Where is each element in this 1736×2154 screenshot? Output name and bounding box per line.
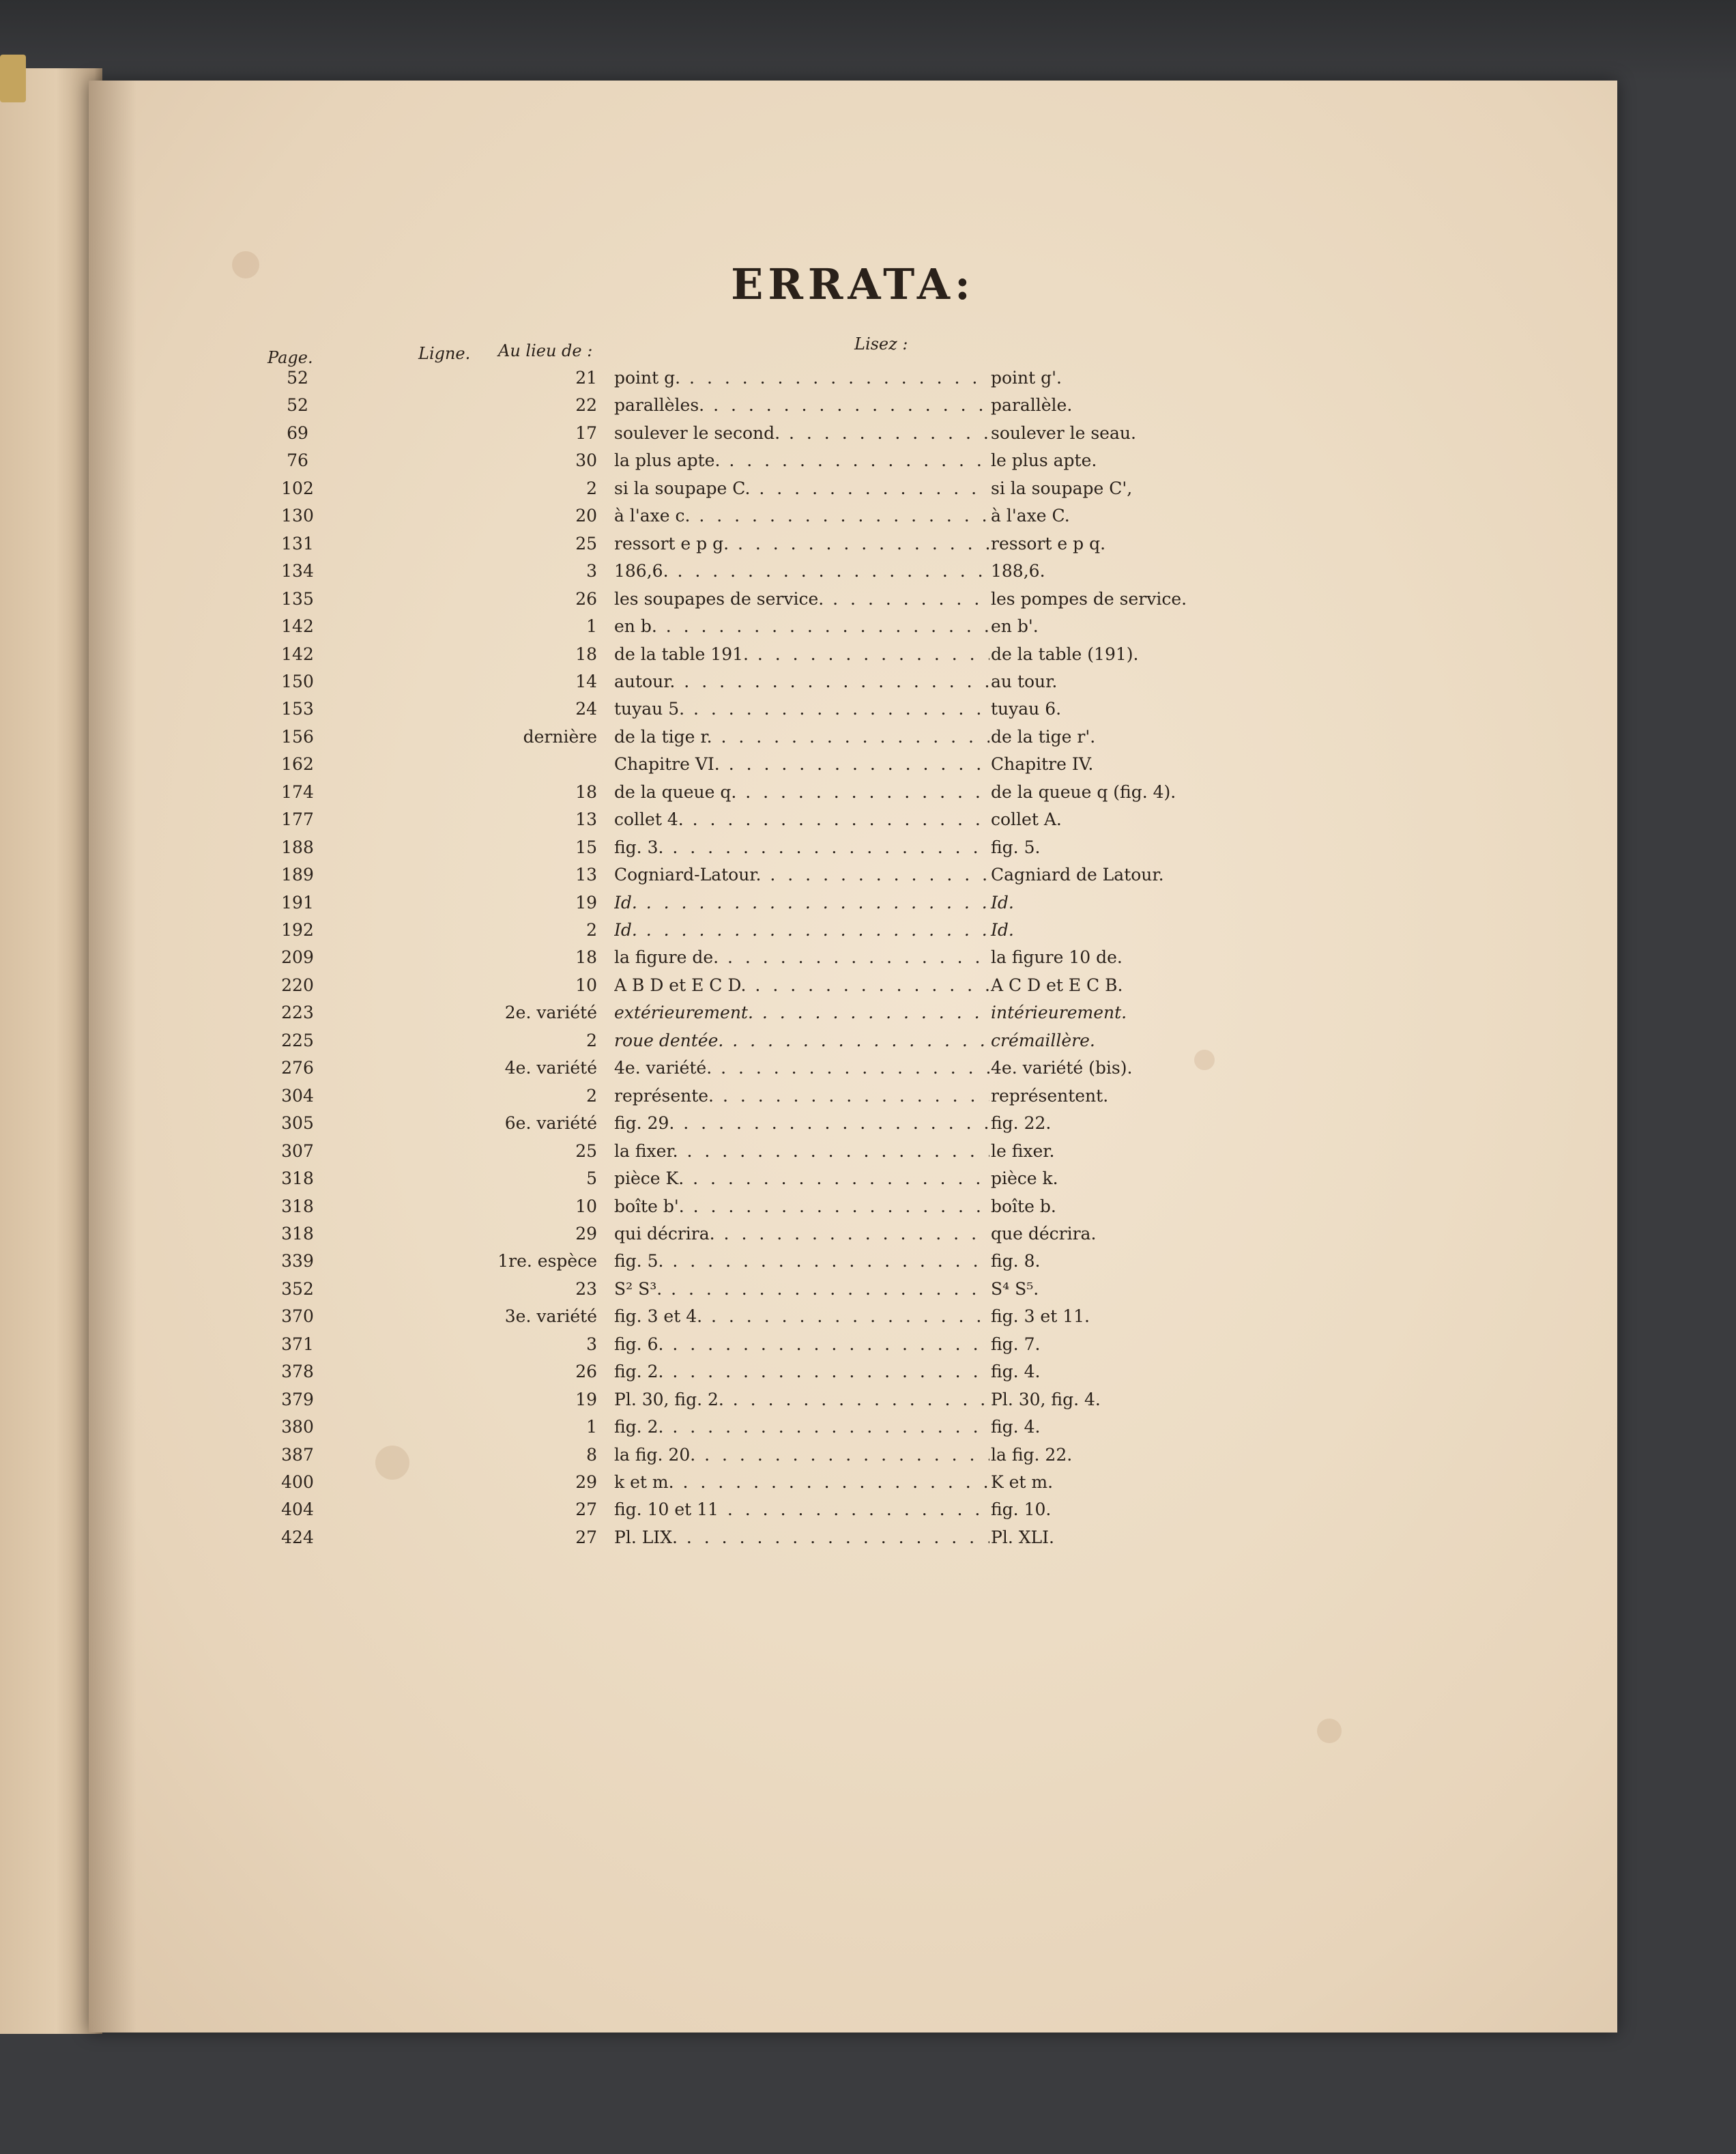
line-number-cell: 1 <box>586 616 597 637</box>
lisez-cell: fig. 4. <box>991 1362 1041 1382</box>
line-number-cell: 5 <box>586 1168 597 1189</box>
page-number-cell: 225 <box>281 1030 314 1050</box>
line-number-cell: 17 <box>575 422 597 443</box>
page-number-cell: 400 <box>281 1472 314 1492</box>
table-row <box>89 1331 1617 1358</box>
line-number-cell: 1 <box>586 1417 597 1437</box>
line-number-cell: 26 <box>575 1362 597 1382</box>
line-number-cell: 29 <box>575 1223 597 1244</box>
table-row <box>89 1496 1617 1523</box>
au-lieu-de-cell: k et m. . . . <box>614 1469 989 1496</box>
page-number-cell: 209 <box>281 947 314 968</box>
au-lieu-de-cell: ressort e p g. . . . <box>614 530 989 558</box>
table-row <box>89 1165 1617 1192</box>
line-number-cell: 25 <box>575 533 597 554</box>
au-lieu-de-cell: soulever le second. . . . <box>614 420 989 447</box>
page-number-cell: 135 <box>281 588 314 609</box>
au-lieu-de-cell: fig. 5. . . . <box>614 1248 989 1275</box>
au-lieu-de-cell: Pl. 30, fig. 2. . . . <box>614 1386 989 1413</box>
table-row <box>89 1248 1617 1275</box>
page-number-cell: 371 <box>281 1334 314 1354</box>
page-number-cell: 223 <box>281 1003 314 1023</box>
table-row <box>89 1386 1617 1413</box>
table-row <box>89 1413 1617 1441</box>
au-lieu-de-cell: autour. . . . <box>614 668 989 695</box>
au-lieu-de-cell: qui décrira. . . . <box>614 1220 989 1248</box>
table-row <box>89 475 1617 502</box>
table-row <box>89 641 1617 668</box>
page-number-cell: 150 <box>281 671 314 691</box>
lisez-cell: fig. 5. <box>991 837 1041 857</box>
table-row <box>89 364 1617 392</box>
page-number-cell: 142 <box>281 644 314 664</box>
line-number-cell: 15 <box>575 837 597 857</box>
line-number-cell: 2 <box>586 1030 597 1050</box>
table-row <box>89 586 1617 613</box>
au-lieu-de-cell: si la soupape C. . . . <box>614 475 989 502</box>
lisez-cell: Id. <box>991 892 1014 913</box>
line-number-cell: 2 <box>586 1085 597 1106</box>
table-row <box>89 502 1617 530</box>
lisez-cell: Pl. 30, fig. 4. <box>991 1389 1101 1409</box>
lisez-cell: fig. 7. <box>991 1334 1041 1354</box>
column-header-page: Page. <box>267 348 313 367</box>
page-number-cell: 52 <box>287 395 308 416</box>
table-row <box>89 999 1617 1026</box>
lisez-cell: 188,6. <box>991 561 1045 581</box>
line-number-cell: 18 <box>575 781 597 802</box>
table-row <box>89 972 1617 999</box>
line-number-cell: 1re. espèce <box>497 1251 597 1272</box>
page-number-cell: 378 <box>281 1362 314 1382</box>
lisez-cell: les pompes de service. <box>991 588 1187 609</box>
line-number-cell: 24 <box>575 699 597 719</box>
page-number-cell: 307 <box>281 1140 314 1161</box>
line-number-cell: 29 <box>575 1472 597 1492</box>
line-number-cell: 8 <box>586 1444 597 1465</box>
table-row <box>89 1054 1617 1082</box>
au-lieu-de-cell: S² S³. . . . <box>614 1276 989 1303</box>
table-row <box>89 1441 1617 1469</box>
lisez-cell: K et m. <box>991 1472 1054 1492</box>
page-number-cell: 174 <box>281 781 314 802</box>
page-number-cell: 370 <box>281 1306 314 1327</box>
line-number-cell: 22 <box>575 395 597 416</box>
page-number-cell: 318 <box>281 1223 314 1244</box>
au-lieu-de-cell: extérieurement. . . . <box>614 999 989 1026</box>
page-number-cell: 276 <box>281 1058 314 1078</box>
au-lieu-de-cell: Cogniard-Latour. . . . <box>614 861 989 889</box>
page-number-cell: 153 <box>281 699 314 719</box>
au-lieu-de-cell: fig. 3 et 4. . . . <box>614 1303 989 1330</box>
table-row <box>89 723 1617 751</box>
au-lieu-de-cell: en b. . . . <box>614 613 989 640</box>
column-header-lisez: Lisez : <box>854 334 908 354</box>
line-number-cell: 3 <box>586 561 597 581</box>
line-number-cell: dernière <box>523 726 597 747</box>
table-row <box>89 558 1617 585</box>
page-number-cell: 304 <box>281 1085 314 1106</box>
line-number-cell: 23 <box>575 1278 597 1299</box>
lisez-cell: la fig. 22. <box>991 1444 1073 1465</box>
lisez-cell: 4e. variété (bis). <box>991 1058 1133 1078</box>
table-row <box>89 806 1617 833</box>
table-row <box>89 530 1617 558</box>
au-lieu-de-cell: Chapitre VI. . . . <box>614 751 989 778</box>
lisez-cell: fig. 10. <box>991 1499 1052 1520</box>
lisez-cell: de la queue q (fig. 4). <box>991 781 1176 802</box>
table-row <box>89 1524 1617 1551</box>
page-number-cell: 339 <box>281 1251 314 1272</box>
au-lieu-de-cell: fig. 3. . . . <box>614 834 989 861</box>
page-number-cell: 142 <box>281 616 314 637</box>
line-number-cell: 3e. variété <box>504 1306 597 1327</box>
au-lieu-de-cell: de la tige r. . . . <box>614 723 989 751</box>
column-header-au-lieu-de: Au lieu de : <box>498 341 593 360</box>
lisez-cell: Id. <box>991 920 1014 940</box>
page-number-cell: 131 <box>281 533 314 554</box>
page-number-cell: 189 <box>281 865 314 885</box>
line-number-cell: 20 <box>575 506 597 526</box>
page-number-cell: 192 <box>281 920 314 940</box>
lisez-cell: Cagniard de Latour. <box>991 865 1164 885</box>
line-number-cell: 13 <box>575 865 597 885</box>
table-row <box>89 1193 1617 1220</box>
line-number-cell: 18 <box>575 947 597 968</box>
line-number-cell: 30 <box>575 450 597 471</box>
page-number-cell: 404 <box>281 1499 314 1520</box>
line-number-cell: 27 <box>575 1499 597 1520</box>
lisez-cell: si la soupape C', <box>991 478 1133 498</box>
page-number-cell: 76 <box>287 450 308 471</box>
au-lieu-de-cell: parallèles. . . . <box>614 392 989 419</box>
table-row <box>89 779 1617 806</box>
table-row <box>89 1276 1617 1303</box>
au-lieu-de-cell: pièce K. . . . <box>614 1165 989 1192</box>
table-row <box>89 447 1617 474</box>
line-number-cell: 13 <box>575 809 597 830</box>
table-row <box>89 1027 1617 1054</box>
column-header-ligne: Ligne. <box>418 344 471 363</box>
line-number-cell: 2e. variété <box>504 1003 597 1023</box>
au-lieu-de-cell: roue dentée. . . . <box>614 1027 989 1054</box>
lisez-cell: A C D et E C B. <box>991 975 1123 995</box>
au-lieu-de-cell: Pl. LIX. . . . <box>614 1524 989 1551</box>
lisez-cell: à l'axe C. <box>991 506 1070 526</box>
table-row <box>89 1469 1617 1496</box>
au-lieu-de-cell: tuyau 5. . . . <box>614 695 989 723</box>
table-row <box>89 944 1617 971</box>
lisez-cell: de la tige r'. <box>991 726 1096 747</box>
lisez-cell: soulever le seau. <box>991 422 1136 443</box>
table-row <box>89 1082 1617 1110</box>
line-number-cell: 6e. variété <box>504 1113 597 1134</box>
page-number-cell: 102 <box>281 478 314 498</box>
au-lieu-de-cell: la plus apte. . . . <box>614 447 989 474</box>
au-lieu-de-cell: A B D et E C D. . . . <box>614 972 989 999</box>
page-number-cell: 318 <box>281 1168 314 1189</box>
lisez-cell: pièce k. <box>991 1168 1058 1189</box>
page-number-cell: 305 <box>281 1113 314 1134</box>
line-number-cell: 2 <box>586 920 597 940</box>
line-number-cell: 19 <box>575 892 597 913</box>
au-lieu-de-cell: fig. 2. . . . <box>614 1413 989 1441</box>
page-number-cell: 191 <box>281 892 314 913</box>
line-number-cell: 10 <box>575 975 597 995</box>
table-row <box>89 392 1617 419</box>
page-title: ERRATA: <box>731 259 975 309</box>
line-number-cell: 27 <box>575 1527 597 1547</box>
lisez-cell: point g'. <box>991 368 1062 388</box>
foxing-spot <box>1317 1719 1342 1743</box>
lisez-cell: parallèle. <box>991 395 1073 416</box>
line-number-cell: 3 <box>586 1334 597 1354</box>
au-lieu-de-cell: boîte b'. . . . <box>614 1193 989 1220</box>
au-lieu-de-cell: 186,6. . . . <box>614 558 989 585</box>
page-number-cell: 177 <box>281 809 314 830</box>
page-number-cell: 220 <box>281 975 314 995</box>
lisez-cell: de la table (191). <box>991 644 1139 664</box>
page-number-cell: 162 <box>281 754 314 775</box>
au-lieu-de-cell: fig. 29. . . . <box>614 1110 989 1137</box>
facing-page <box>0 68 102 2034</box>
table-row <box>89 613 1617 640</box>
page-number-cell: 134 <box>281 561 314 581</box>
page-number-cell: 69 <box>287 422 308 443</box>
lisez-cell: le fixer. <box>991 1140 1055 1161</box>
line-number-cell: 21 <box>575 368 597 388</box>
lisez-cell: représentent. <box>991 1085 1109 1106</box>
page-number-cell: 130 <box>281 506 314 526</box>
lisez-cell: que décrira. <box>991 1223 1097 1244</box>
line-number-cell: 18 <box>575 644 597 664</box>
line-number-cell: 19 <box>575 1389 597 1409</box>
table-row <box>89 1110 1617 1137</box>
lisez-cell: fig. 3 et 11. <box>991 1306 1090 1327</box>
table-row <box>89 1138 1617 1165</box>
page-number-cell: 318 <box>281 1196 314 1216</box>
line-number-cell: 10 <box>575 1196 597 1216</box>
au-lieu-de-cell: la fixer. . . . <box>614 1138 989 1165</box>
au-lieu-de-cell: 4e. variété. . . . <box>614 1054 989 1082</box>
table-row <box>89 420 1617 447</box>
lisez-cell: en b'. <box>991 616 1039 637</box>
lisez-cell: Chapitre IV. <box>991 754 1094 775</box>
lisez-cell: intérieurement. <box>991 1003 1127 1023</box>
au-lieu-de-cell: collet 4. . . . <box>614 806 989 833</box>
lisez-cell: le plus apte. <box>991 450 1097 471</box>
page-number-cell: 424 <box>281 1527 314 1547</box>
au-lieu-de-cell: de la queue q. . . . <box>614 779 989 806</box>
lisez-cell: fig. 22. <box>991 1113 1052 1134</box>
page-number-cell: 188 <box>281 837 314 857</box>
page-number-cell: 379 <box>281 1389 314 1409</box>
au-lieu-de-cell: point g. . . . <box>614 364 989 392</box>
line-number-cell: 26 <box>575 588 597 609</box>
au-lieu-de-cell: les soupapes de service. . . . <box>614 586 989 613</box>
au-lieu-de-cell: Id. . . . <box>614 889 989 917</box>
scanner-backdrop <box>0 0 1736 82</box>
table-row <box>89 751 1617 778</box>
page-number-cell: 387 <box>281 1444 314 1465</box>
errata-page <box>89 81 1617 2033</box>
au-lieu-de-cell: la fig. 20. . . . <box>614 1441 989 1469</box>
au-lieu-de-cell: Id. . . . <box>614 917 989 944</box>
line-number-cell: 4e. variété <box>504 1058 597 1078</box>
au-lieu-de-cell: à l'axe c. . . . <box>614 502 989 530</box>
lisez-cell: au tour. <box>991 671 1058 691</box>
line-number-cell: 2 <box>586 478 597 498</box>
page-number-cell: 156 <box>281 726 314 747</box>
lisez-cell: la figure 10 de. <box>991 947 1123 968</box>
table-row <box>89 1358 1617 1385</box>
lisez-cell: ressort e p q. <box>991 533 1106 554</box>
lisez-cell: collet A. <box>991 809 1062 830</box>
line-number-cell: 25 <box>575 1140 597 1161</box>
au-lieu-de-cell: représente. . . . <box>614 1082 989 1110</box>
table-row <box>89 1303 1617 1330</box>
lisez-cell: crémaillère. <box>991 1030 1095 1050</box>
lisez-cell: Pl. XLI. <box>991 1527 1054 1547</box>
au-lieu-de-cell: fig. 2. . . . <box>614 1358 989 1385</box>
table-row <box>89 1220 1617 1248</box>
table-row <box>89 917 1617 944</box>
lisez-cell: boîte b. <box>991 1196 1056 1216</box>
table-row <box>89 889 1617 917</box>
lisez-cell: S⁴ S⁵. <box>991 1278 1039 1299</box>
table-row <box>89 695 1617 723</box>
line-number-cell: 14 <box>575 671 597 691</box>
page-number-cell: 52 <box>287 368 308 388</box>
lisez-cell: fig. 8. <box>991 1251 1041 1272</box>
au-lieu-de-cell: la figure de. . . . <box>614 944 989 971</box>
au-lieu-de-cell: de la table 191. . . . <box>614 641 989 668</box>
binding-edge <box>0 55 26 102</box>
page-number-cell: 380 <box>281 1417 314 1437</box>
au-lieu-de-cell: fig. 6. . . . <box>614 1331 989 1358</box>
lisez-cell: fig. 4. <box>991 1417 1041 1437</box>
table-row <box>89 834 1617 861</box>
table-row <box>89 668 1617 695</box>
page-number-cell: 352 <box>281 1278 314 1299</box>
table-row <box>89 861 1617 889</box>
lisez-cell: tuyau 6. <box>991 699 1062 719</box>
au-lieu-de-cell: fig. 10 et 11 . . . <box>614 1496 989 1523</box>
